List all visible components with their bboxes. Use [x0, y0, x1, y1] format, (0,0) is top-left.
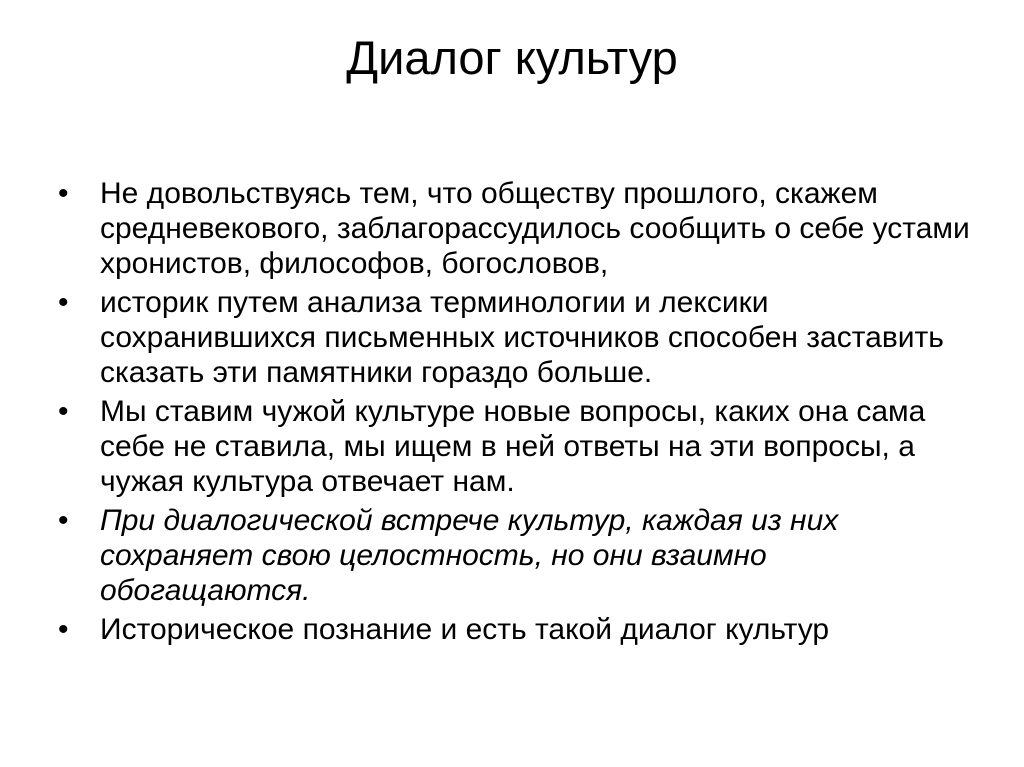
bullet-text: Мы ставим чужой культуре новые вопросы, каких она сама себе не ставила, мы ищем в ней ответы на эти вопросы, а чужая культура отвечает нам.	[100, 395, 926, 498]
bullet-marker: •	[58, 286, 69, 319]
bullet-text-italic: При диалогической встрече культур, каждая из них сохраняет свою целостность, но они взаимно обогащаются.	[100, 504, 839, 607]
bullet-item-3	[58, 394, 978, 499]
bullet-text: Историческое познание и есть такой диалог культур	[100, 613, 830, 646]
slide-title: Диалог культур	[346, 31, 678, 84]
bullet-marker: •	[58, 395, 69, 428]
bullet-text: историк путем анализа терминологии и лексики сохранившихся письменных источников способен заставить сказать эти памятники гораздо больше.	[100, 286, 944, 389]
bullet-marker: •	[58, 504, 69, 537]
bullet-item-5	[58, 612, 978, 647]
bullet-marker: •	[58, 613, 69, 646]
bullet-text: Не довольствуясь тем, что обществу прошлого, скажем средневекового, заблагорассудилось сообщить о себе устами хронистов, философов, богословов,	[100, 177, 970, 280]
bullet-item-4	[58, 503, 978, 608]
bullet-marker: •	[58, 177, 69, 210]
bullet-item-1	[58, 176, 978, 281]
bullet-item-2	[58, 285, 978, 390]
bullet-list	[58, 176, 978, 651]
